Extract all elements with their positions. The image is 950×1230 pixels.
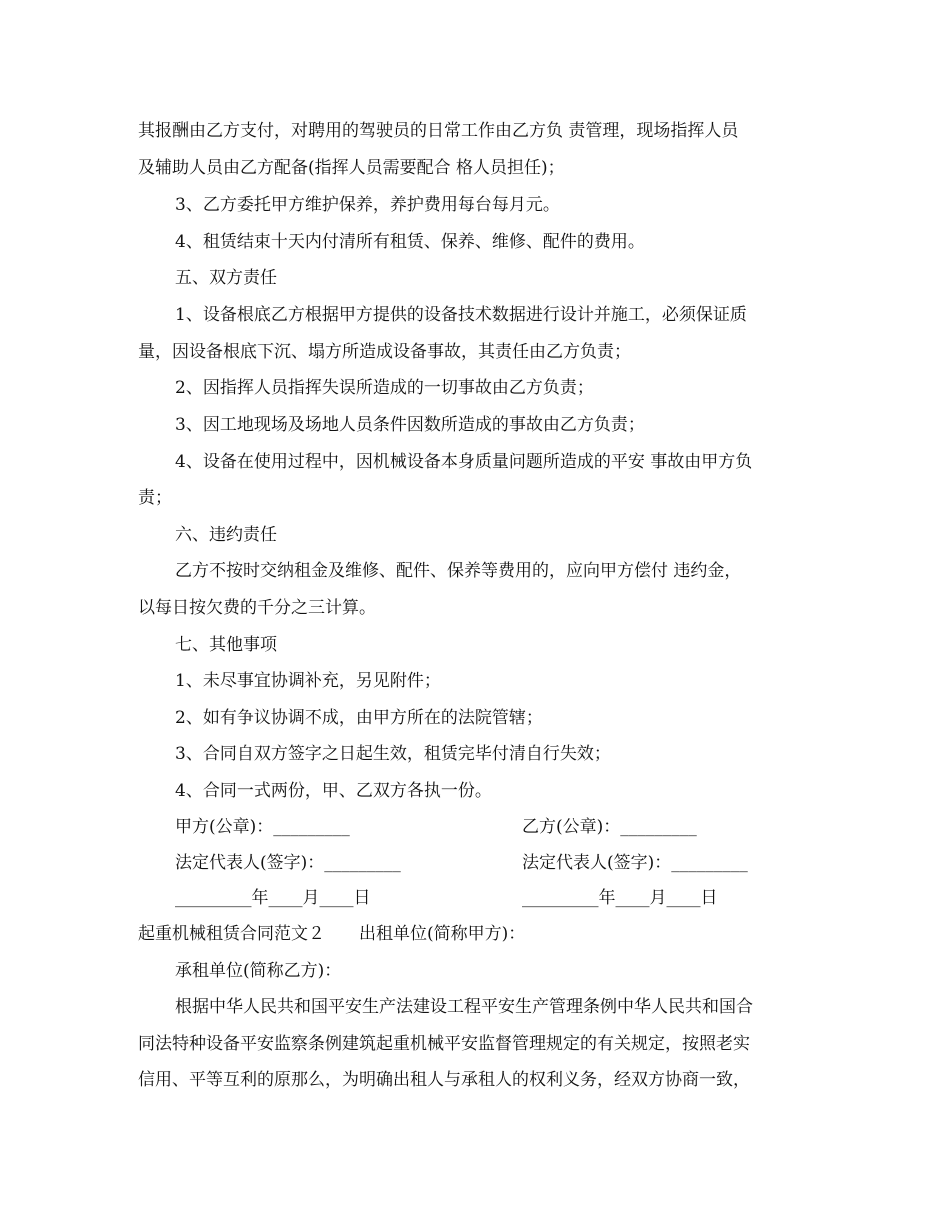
paragraph-line: 承租单位(简称乙方)： xyxy=(175,961,342,981)
paragraph-line: 4、设备在使用过程中，因机械设备本身质量问题所造成的平安 事故由甲方负 xyxy=(175,452,753,472)
paragraph-line: 3、因工地现场及场地人员条件因数所造成的事故由乙方负责； xyxy=(175,415,645,435)
paragraph-line: 2、因指挥人员指挥失误所造成的一切事故由乙方负责； xyxy=(175,378,594,398)
party-a-representative: 法定代表人(签字)：_________ xyxy=(175,853,401,873)
paragraph-line: 责； xyxy=(138,488,172,508)
paragraph-line: 及辅助人员由乙方配备(指挥人员需要配合 格人员担任)； xyxy=(138,158,565,178)
paragraph-line: 1、未尽事宜协调补充，另见附件； xyxy=(175,671,441,691)
paragraph-line: 同法特种设备平安监察条例建筑起重机械平安监督管理规定的有关规定，按照老实 xyxy=(138,1034,750,1054)
paragraph-line: 2、如有争议协调不成，由甲方所在的法院管辖； xyxy=(175,708,543,728)
paragraph-line: 1、设备根底乙方根据甲方提供的设备技术数据进行设计并施工，必须保证质 xyxy=(175,305,747,325)
paragraph-line: 其报酬由乙方支付，对聘用的驾驶员的日常工作由乙方负 责管理，现场指挥人员 xyxy=(138,121,739,141)
paragraph-line: 3、合同自双方签字之日起生效，租赁完毕付清自行失效； xyxy=(175,744,611,764)
paragraph-line: 信用、平等互利的原那么，为明确出租人与承租人的权利义务，经双方协商一致， xyxy=(138,1070,750,1090)
party-a-seal: 甲方(公章)：_________ xyxy=(175,817,350,837)
paragraph-line: 3、乙方委托甲方维护保养，养护费用每台每月元。 xyxy=(175,195,560,215)
paragraph-line: 乙方不按时交纳租金及维修、配件、保养等费用的，应向甲方偿付 违约金， xyxy=(175,561,742,581)
paragraph-line: 以每日按欠费的千分之三计算。 xyxy=(138,598,376,618)
document-subtitle: 起重机械租赁合同范文２ 出租单位(简称甲方)： xyxy=(138,924,526,944)
paragraph-line: 根据中华人民共和国平安生产法建设工程平安生产管理条例中华人民共和国合 xyxy=(175,997,753,1017)
paragraph-line: 4、租赁结束十天内付清所有租赁、保养、维修、配件的费用。 xyxy=(175,232,645,252)
party-b-date: _________年____月____日 xyxy=(522,888,718,908)
party-a-date: _________年____月____日 xyxy=(175,888,371,908)
section-heading: 七、其他事项 xyxy=(175,635,277,655)
paragraph-line: 4、合同一式两份，甲、乙双方各执一份。 xyxy=(175,781,492,801)
party-b-seal: 乙方(公章)：_________ xyxy=(522,817,697,837)
section-heading: 六、违约责任 xyxy=(175,525,277,545)
party-b-representative: 法定代表人(签字)：_________ xyxy=(522,853,748,873)
paragraph-line: 量，因设备根底下沉、塌方所造成设备事故，其责任由乙方负责； xyxy=(138,342,631,362)
section-heading: 五、双方责任 xyxy=(175,268,277,288)
